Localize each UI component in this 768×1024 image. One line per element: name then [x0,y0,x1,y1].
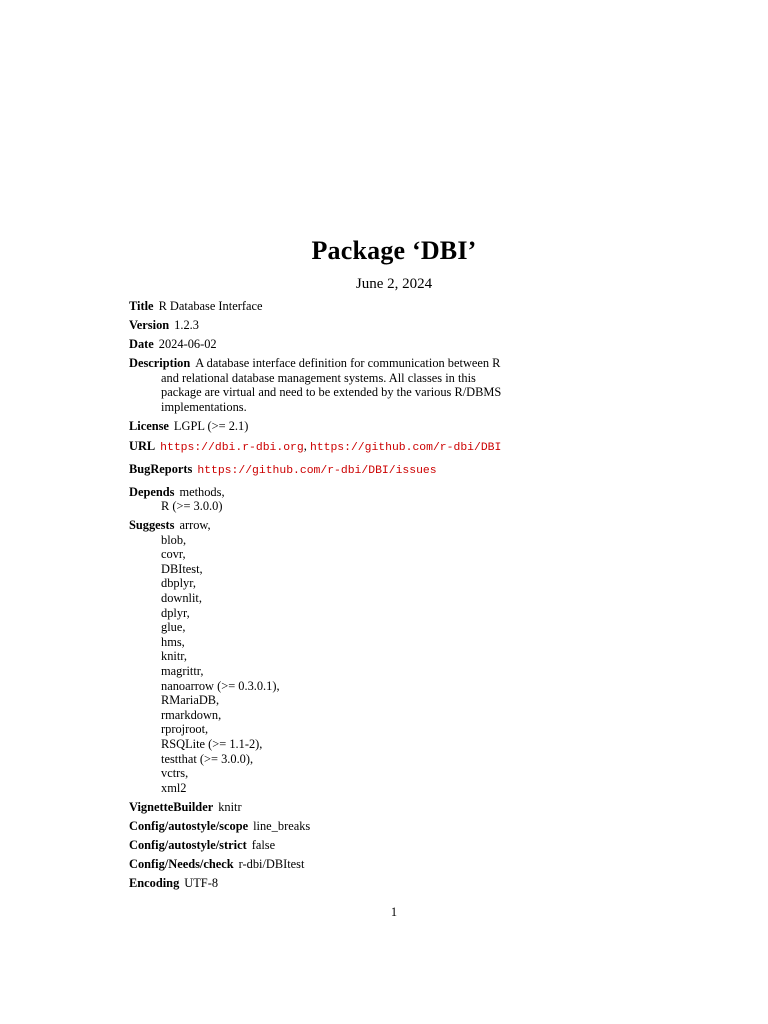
field-url [129,439,529,456]
field-title-key: Title [129,299,154,313]
field-autostyle-scope [129,819,529,834]
field-date [129,337,529,352]
field-depends-key: Depends [129,484,175,499]
field-license [129,419,529,434]
suggests-item: dplyr, [161,605,190,620]
suggests-item: dbplyr, [161,576,196,591]
field-needs-check [129,857,529,872]
field-license-value: LGPL (>= 2.1) [173,418,249,433]
description-fields [129,299,529,895]
suggests-item: RMariaDB, [161,693,220,708]
field-autostyle-scope-key: Config/autostyle/scope [129,818,249,833]
suggests-item: testthat (>= 3.0.0), [161,751,254,766]
field-date-value: 2024-06-02 [158,336,217,351]
field-url-key: URL [129,439,156,454]
field-encoding-value: UTF-8 [184,875,219,890]
suggests-item: vctrs, [161,766,189,781]
field-version-value: 1.2.3 [174,317,199,332]
description-line: and relational database management systems. All classes in this [161,370,476,385]
field-vignettebuilder [129,800,529,815]
field-encoding-key: Encoding [129,875,180,890]
field-version-key: Version [129,317,170,332]
field-encoding [129,876,529,891]
field-autostyle-strict [129,838,529,853]
field-vignettebuilder-key: VignetteBuilder [129,799,214,814]
suggests-item: downlit, [161,591,202,606]
description-line: implementations. [161,399,247,414]
field-needs-check-key: Config/Needs/check [129,856,234,871]
suggests-item: hms, [161,634,185,649]
field-depends [129,485,529,514]
url-link-dbi[interactable]: https://dbi.r-dbi.org [160,442,304,455]
url-link-github[interactable]: https://github.com/r-dbi/DBI [309,442,502,455]
field-bugreports [129,462,529,479]
url-separator: , [303,439,307,454]
field-description-key: Description [129,355,191,370]
suggests-item: RSQLite (>= 1.1-2), [161,736,263,751]
suggests-item: magrittr, [161,664,204,679]
field-bugreports-key: BugReports [129,461,193,476]
suggests-item: xml2 [161,780,187,795]
field-autostyle-scope-value: line_breaks [253,818,311,833]
suggests-item: rprojroot, [161,722,209,737]
suggests-item: covr, [161,547,186,562]
field-license-key: License [129,418,169,433]
field-autostyle-strict-key: Config/autostyle/strict [129,837,247,852]
suggests-item: nanoarrow (>= 0.3.0.1), [161,678,280,693]
depends-item: methods, [179,484,225,499]
suggests-item: blob, [161,532,187,547]
bugreports-link[interactable]: https://github.com/r-dbi/DBI/issues [197,464,437,477]
description-line: A database interface definition for communication between R [195,355,501,370]
suggests-item: arrow, [179,518,211,533]
field-needs-check-value: r-dbi/DBItest [238,856,305,871]
suggests-item: knitr, [161,649,188,664]
page-number: 1 [390,905,398,919]
field-version [129,318,529,333]
description-line: package are virtual and need to be extended by the various R/DBMS [161,385,502,400]
suggests-item: glue, [161,620,186,635]
suggests-item: rmarkdown, [161,707,222,722]
field-vignettebuilder-value: knitr [218,799,242,814]
depends-item: R (>= 3.0.0) [161,499,223,514]
field-title [129,299,529,314]
field-autostyle-strict-value: false [251,837,276,852]
package-title: Package ‘DBI’ [311,236,477,265]
field-suggests-key: Suggests [129,518,175,533]
suggests-item: DBItest, [161,561,203,576]
field-title-value: R Database Interface [158,299,263,313]
field-date-key: Date [129,336,154,351]
field-suggests [129,518,529,795]
field-description [129,356,529,414]
package-date: June 2, 2024 [355,276,433,292]
